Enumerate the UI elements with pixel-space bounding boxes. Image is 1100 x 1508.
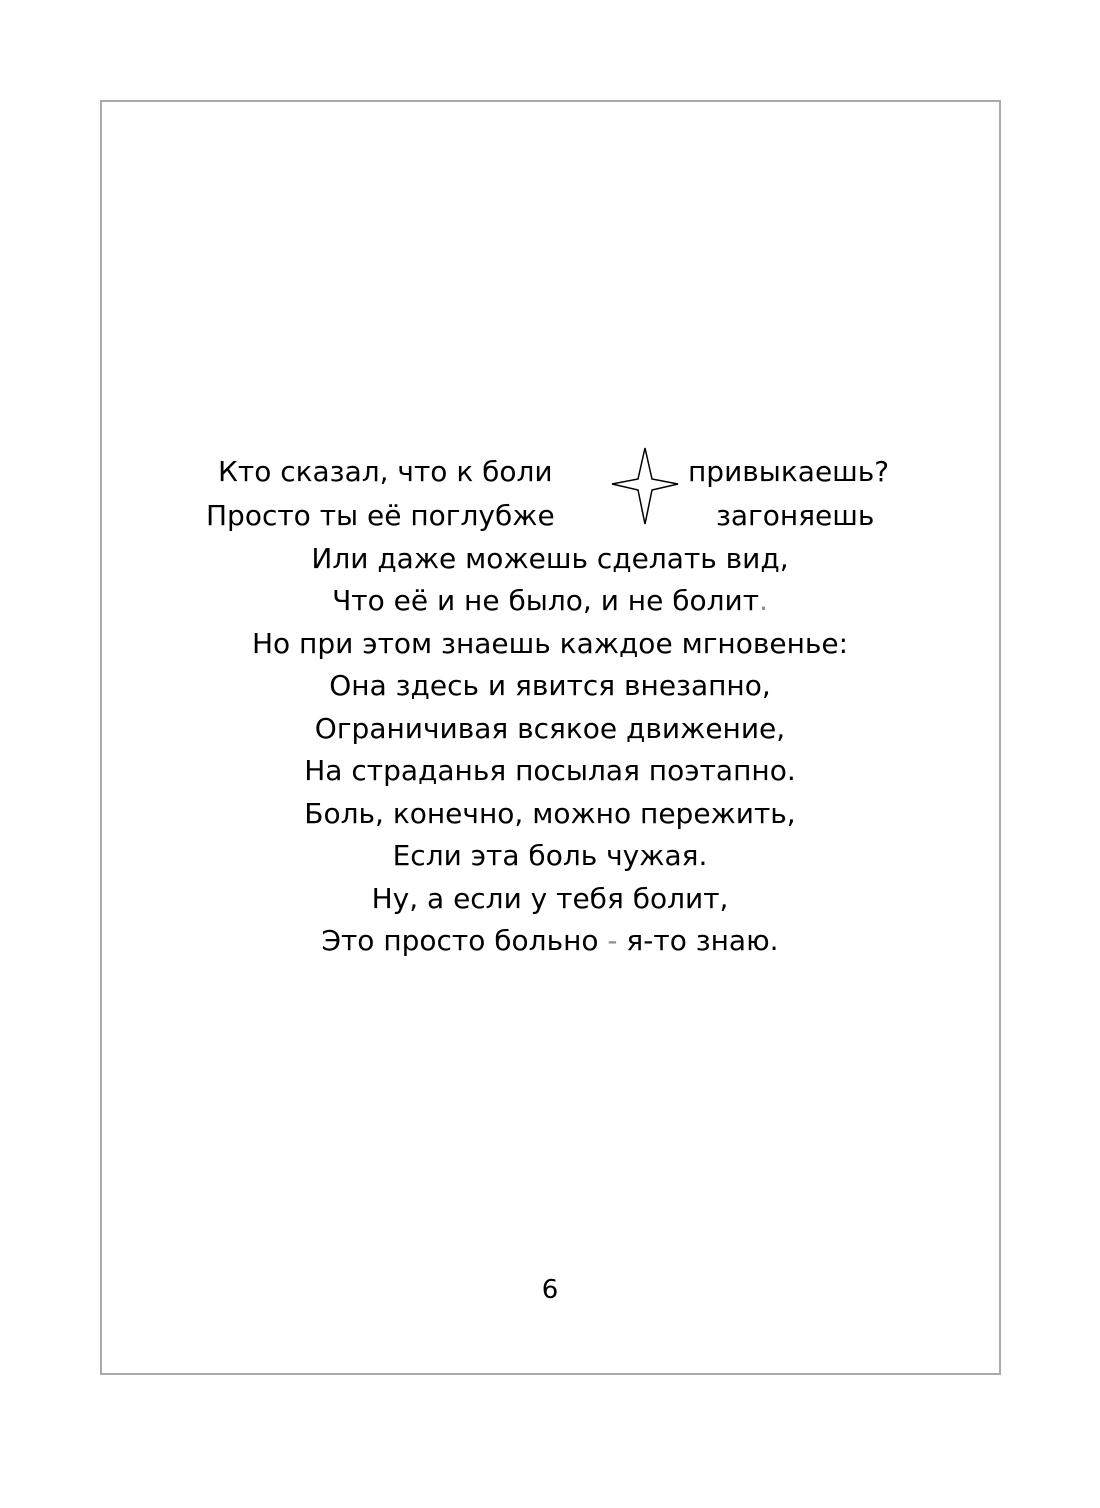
poem-line-11: Ну, а если у тебя болит, bbox=[371, 882, 729, 915]
poem-line-12-dash: - bbox=[607, 924, 618, 957]
poem-line-1-right: привыкаешь? bbox=[688, 455, 890, 488]
poem-line-7: Ограничивая всякое движение, bbox=[314, 712, 786, 745]
poem-line-2-right: загоняешь bbox=[716, 499, 875, 532]
four-point-star-icon bbox=[610, 446, 680, 526]
page-number: 6 bbox=[541, 1275, 559, 1305]
poem-line-3: Или даже можешь сделать вид, bbox=[311, 542, 789, 575]
poem-line-12-after: я-то знаю. bbox=[617, 924, 779, 957]
poem-line-1-left: Кто сказал, что к боли bbox=[218, 455, 553, 488]
poem-line-5: Но при этом знаешь каждое мгновенье: bbox=[251, 627, 849, 660]
poem-line-4-period: . bbox=[759, 584, 768, 617]
poem-line-8: На страданья посылая поэтапно. bbox=[304, 754, 796, 787]
poem-line-9: Боль, конечно, можно пережить, bbox=[304, 797, 796, 830]
poem-line-2-left: Просто ты её поглубже bbox=[206, 499, 555, 532]
poem-line-4-text: Что её и не было, и не болит bbox=[332, 584, 760, 617]
poem-line-4 bbox=[0, 581, 1100, 621]
poem-line-12-before: Это просто больно bbox=[321, 924, 608, 957]
poem-line-10: Если эта боль чужая. bbox=[392, 839, 708, 872]
poem-line-12 bbox=[0, 921, 1100, 961]
poem-line-6: Она здесь и явится внезапно, bbox=[329, 669, 771, 702]
